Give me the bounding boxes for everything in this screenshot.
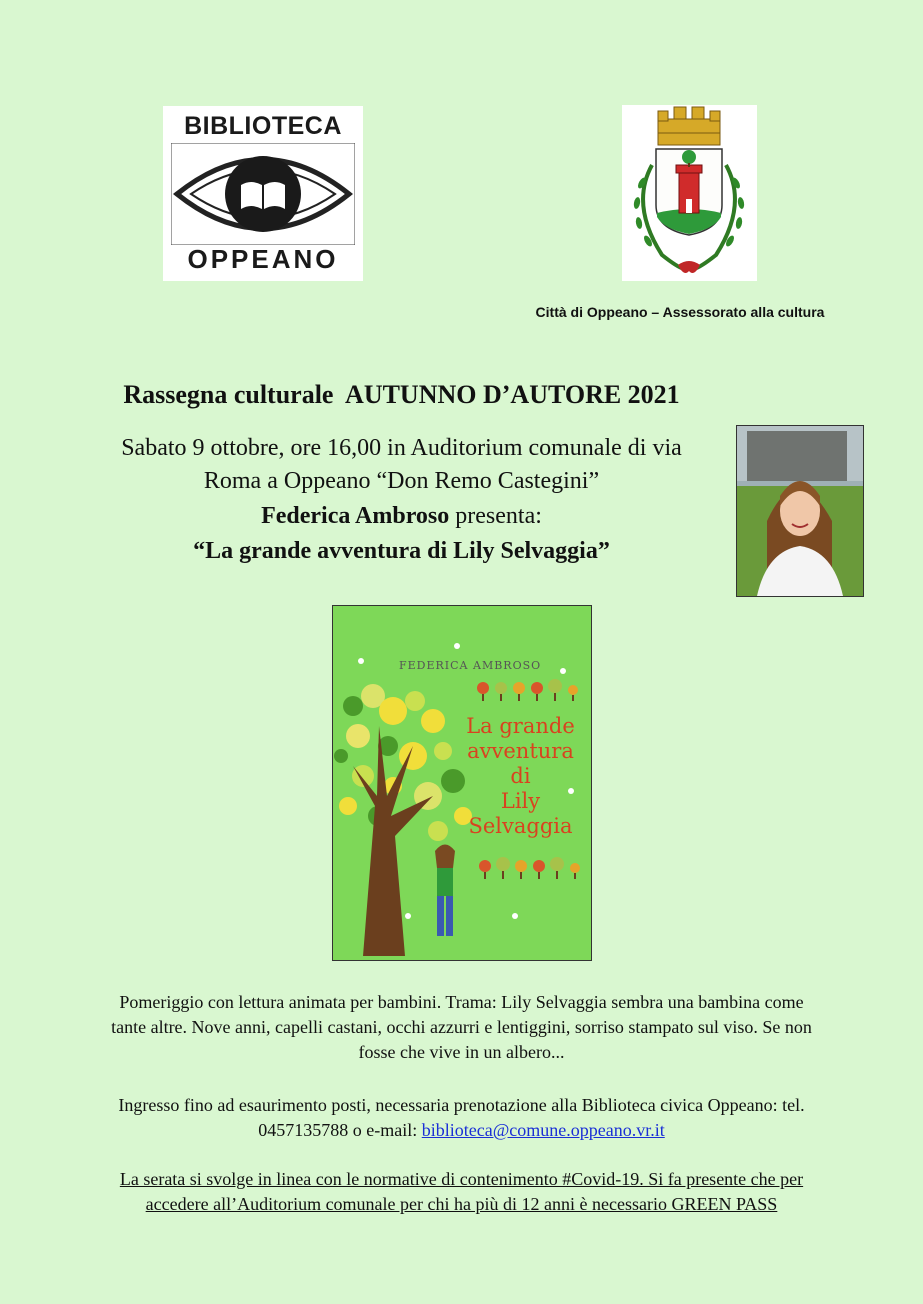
email-link[interactable]: biblioteca@comune.oppeano.vr.it xyxy=(421,1120,665,1140)
presents-text: presenta: xyxy=(449,503,542,529)
event-title: Rassegna culturale AUTUNNO D’AUTORE 2021 xyxy=(123,380,680,409)
coat-of-arms-emblem xyxy=(622,105,757,281)
author-name: Federica Ambroso xyxy=(261,503,450,529)
booking-paragraph xyxy=(80,1093,843,1143)
author-photo xyxy=(736,425,864,597)
booking-phone-text: 0457135788 o e-mail: xyxy=(258,1120,422,1140)
library-logo-top-text: BIBLIOTECA xyxy=(184,112,342,140)
covid-notice-line: accedere all’Auditorium comunale per chi ha più di 12 anni è necessario GREEN PASS xyxy=(145,1194,778,1214)
book-cover-title-line: Lily xyxy=(500,789,541,813)
book-title-line: “La grande avventura di Lily Selvaggia” xyxy=(193,538,610,564)
book-cover-title xyxy=(463,714,578,839)
book-cover-title-line: La grande xyxy=(466,714,575,738)
description-line: Pomeriggio con lettura animata per bambini. Trama: Lily Selvaggia sembra una bambina come xyxy=(119,992,804,1012)
description-paragraph xyxy=(80,990,843,1065)
library-logo-bottom-text: OPPEANO xyxy=(187,244,339,274)
covid-notice-line: La serata si svolge in linea con le normative di contenimento #Covid-19. Si fa presente che per xyxy=(119,1169,804,1189)
eye-book-icon xyxy=(171,143,355,245)
description-line: fosse che vive in un albero... xyxy=(358,1042,565,1062)
library-logo xyxy=(163,106,363,281)
book-cover-title-line: avventura xyxy=(467,739,574,763)
coat-caption: Città di Oppeano – Assessorato alla cultura xyxy=(535,304,825,320)
event-date-line: Sabato 9 ottobre, ore 16,00 in Auditorium comunale di via xyxy=(121,435,682,461)
book-cover-author: FEDERICA AMBROSO xyxy=(399,659,542,672)
book-cover-title-line: Selvaggia xyxy=(468,814,573,838)
booking-line-2 xyxy=(80,1118,843,1143)
book-cover xyxy=(332,605,592,961)
covid-notice xyxy=(80,1167,843,1217)
coat-of-arms xyxy=(622,105,757,281)
booking-line: Ingresso fino ad esaurimento posti, necessaria prenotazione alla Biblioteca civica Oppeano: tel. xyxy=(118,1095,805,1115)
presenter-line xyxy=(60,503,743,530)
event-venue-line: Roma a Oppeano “Don Remo Castegini” xyxy=(203,468,600,494)
book-cover-title-line: di xyxy=(510,764,531,788)
description-line: tante altre. Nove anni, capelli castani, occhi azzurri e lentiggini, sorriso stampato sul viso. Se non xyxy=(111,1017,812,1037)
author-portrait-image xyxy=(737,426,863,596)
